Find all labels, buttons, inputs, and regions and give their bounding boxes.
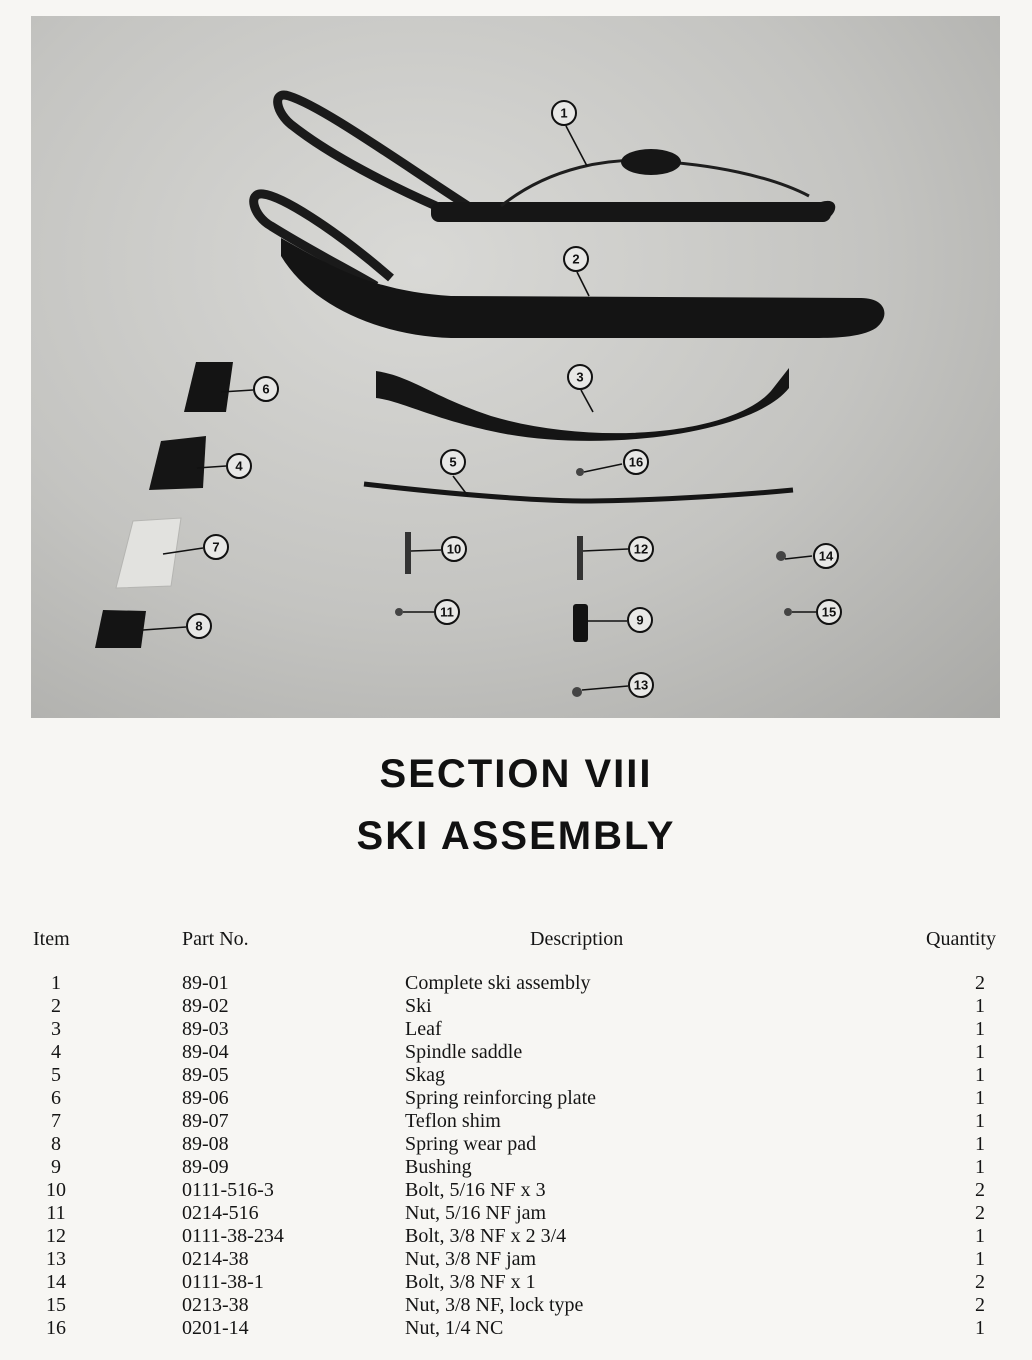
part-number: 89-01 [182,972,229,994]
part-description: Spring reinforcing plate [405,1087,597,1109]
part-number: 89-03 [182,1018,229,1040]
part-bolt-12 [577,536,583,580]
part-quantity: 1 [975,1041,985,1063]
part-quantity: 1 [975,1225,985,1247]
header-part-no: Part No. [182,928,249,950]
part-number: 0214-516 [182,1202,259,1224]
part-number: 89-09 [182,1156,229,1178]
part-description: Leaf [405,1018,442,1040]
svg-text:8: 8 [195,618,203,634]
part-number: 89-04 [182,1041,229,1063]
item-number: 1 [51,972,61,994]
part-description: Nut, 1/4 NC [405,1317,504,1339]
part-quantity: 2 [975,1294,985,1316]
part-description: Ski [405,995,432,1017]
part-quantity: 2 [975,1202,985,1224]
part-nut-11 [395,608,403,616]
table-row [0,1110,1032,1133]
svg-text:3: 3 [576,369,584,385]
part-quantity: 2 [975,1271,985,1293]
item-number: 16 [46,1317,66,1339]
svg-text:9: 9 [636,612,644,628]
callout-7 [204,535,228,559]
table-row [0,1156,1032,1179]
item-number: 13 [46,1248,66,1270]
item-number: 5 [51,1064,61,1086]
part-number: 0111-38-1 [182,1271,264,1293]
table-row [0,972,1032,995]
part-number: 89-06 [182,1087,229,1109]
svg-text:14: 14 [818,548,834,564]
callout-11 [435,600,459,624]
callout-9 [628,608,652,632]
item-number: 2 [51,995,61,1017]
table-row [0,1133,1032,1156]
table-row [0,1087,1032,1110]
part-quantity: 1 [975,1087,985,1109]
callout-10 [442,537,466,561]
part-skag [364,484,793,501]
part-number: 0213-38 [182,1294,249,1316]
part-spring-reinforcing-plate [184,362,233,412]
table-row [0,1294,1032,1317]
section-subtitle: SKI ASSEMBLY [356,814,676,858]
part-quantity: 2 [975,972,985,994]
part-quantity: 1 [975,1317,985,1339]
table-row [0,1041,1032,1064]
part-quantity: 1 [975,995,985,1017]
part-description: Bolt, 5/16 NF x 3 [405,1179,546,1201]
callout-8 [187,614,211,638]
part-description: Skag [405,1064,445,1086]
table-row [0,995,1032,1018]
svg-text:16: 16 [628,454,644,470]
exploded-parts-illustration [31,16,1000,718]
svg-text:6: 6 [262,381,270,397]
header-description: Description [530,928,624,950]
item-number: 14 [46,1271,66,1293]
svg-text:12: 12 [633,541,649,557]
part-quantity: 1 [975,1248,985,1270]
parts-table-body [0,972,1032,1340]
item-number: 6 [51,1087,61,1109]
item-number: 4 [51,1041,61,1063]
part-number: 0111-38-234 [182,1225,284,1247]
item-number: 10 [46,1179,66,1201]
svg-text:4: 4 [235,458,243,474]
item-number: 15 [46,1294,66,1316]
callout-4 [227,454,251,478]
section-title: SECTION VIII [379,752,653,796]
svg-text:2: 2 [572,251,580,267]
callout-12 [629,537,653,561]
part-bushing [573,604,588,642]
part-description: Teflon shim [405,1110,501,1132]
item-number: 9 [51,1156,61,1178]
part-nut-15 [784,608,792,616]
part-number: 89-08 [182,1133,229,1155]
part-description: Nut, 5/16 NF jam [405,1202,547,1224]
callout-5 [441,450,465,474]
part-quantity: 1 [975,1064,985,1086]
part-description: Nut, 3/8 NF jam [405,1248,537,1270]
part-nut-16 [576,468,584,476]
part-description: Bushing [405,1156,472,1178]
callout-14 [814,544,838,568]
item-number: 7 [51,1110,61,1132]
part-number: 89-02 [182,995,229,1017]
item-number: 11 [46,1202,66,1224]
callout-6 [254,377,278,401]
table-row [0,1225,1032,1248]
part-bolt-14 [776,551,786,561]
table-row [0,1248,1032,1271]
parts-photo [31,16,1000,718]
part-description: Spring wear pad [405,1133,537,1155]
part-spring-wear-pad [95,610,146,648]
part-description: Spindle saddle [405,1041,523,1063]
part-nut-13 [572,687,582,697]
table-row [0,1271,1032,1294]
item-number: 3 [51,1018,61,1040]
part-quantity: 2 [975,1179,985,1201]
part-number: 89-07 [182,1110,229,1132]
table-row [0,1179,1032,1202]
part-description: Bolt, 3/8 NF x 2 3/4 [405,1225,567,1247]
part-description: Bolt, 3/8 NF x 1 [405,1271,536,1293]
part-quantity: 1 [975,1156,985,1178]
table-row [0,1202,1032,1225]
part-number: 0214-38 [182,1248,249,1270]
svg-text:5: 5 [449,454,457,470]
callout-1 [552,101,576,125]
svg-text:7: 7 [212,539,220,555]
part-quantity: 1 [975,1133,985,1155]
part-number: 89-05 [182,1064,229,1086]
part-number: 0111-516-3 [182,1179,274,1201]
svg-text:13: 13 [633,677,649,693]
table-row [0,1018,1032,1041]
svg-text:15: 15 [821,604,837,620]
svg-text:10: 10 [446,541,462,557]
part-number: 0201-14 [182,1317,249,1339]
part-description: Complete ski assembly [405,972,591,994]
svg-text:1: 1 [560,105,568,121]
callout-16 [624,450,648,474]
svg-text:11: 11 [440,604,454,620]
header-quantity: Quantity [926,928,996,950]
part-spindle-saddle [149,436,206,490]
item-number: 12 [46,1225,66,1247]
table-row [0,1317,1032,1340]
part-quantity: 1 [975,1018,985,1040]
part-quantity: 1 [975,1110,985,1132]
part-description: Nut, 3/8 NF, lock type [405,1294,584,1316]
part-bolt-10 [405,532,411,574]
table-row [0,1064,1032,1087]
header-item: Item [33,928,70,950]
callout-15 [817,600,841,624]
callout-13 [629,673,653,697]
callout-3 [568,365,592,389]
item-number: 8 [51,1133,61,1155]
callout-2 [564,247,588,271]
